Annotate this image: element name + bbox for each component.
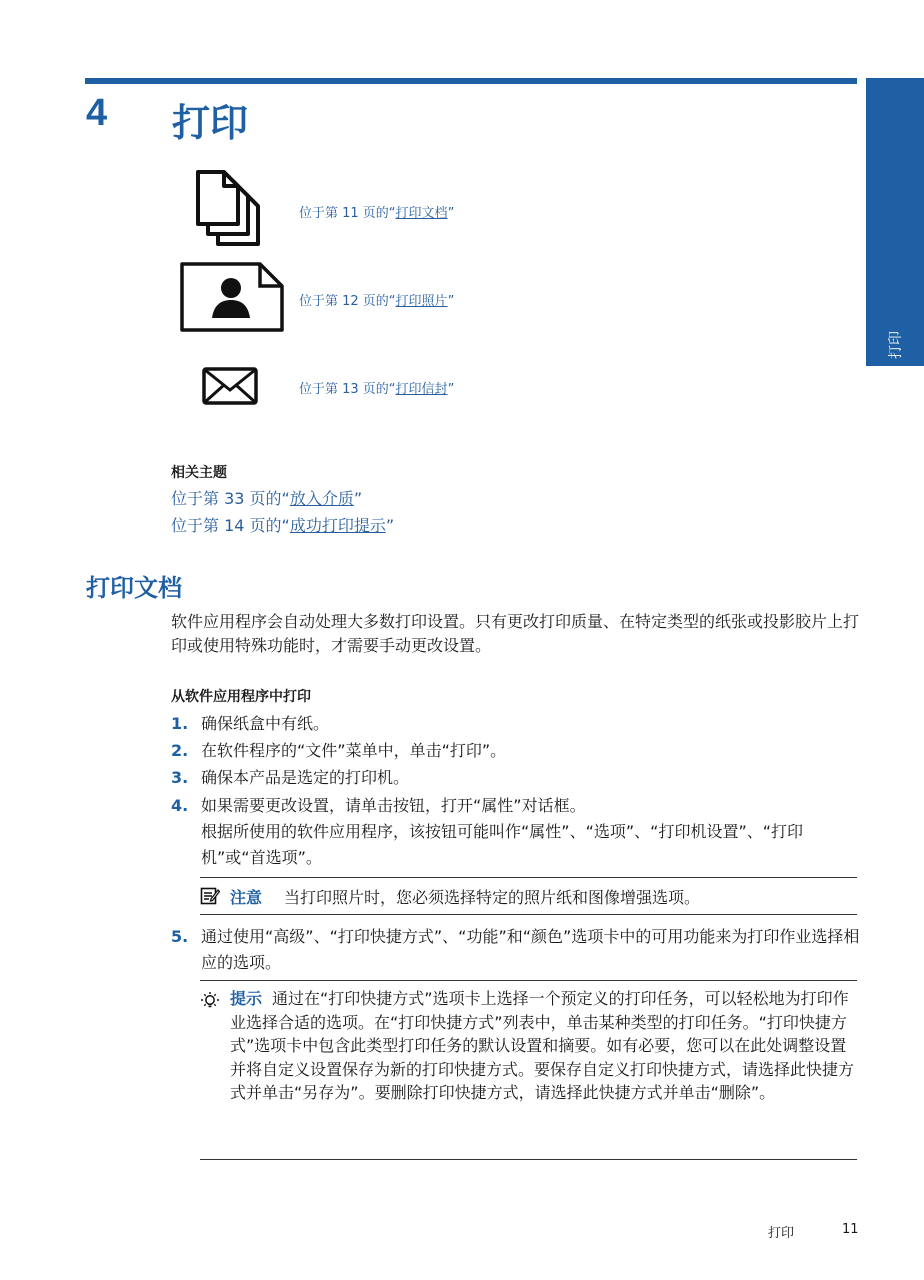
step-extra-text: 根据所使用的软件应用程序，该按钮可能叫作“属性”、“选项”、“打印机设置”、“打印机”或“首选项”。 bbox=[201, 822, 804, 867]
tip-label: 提示 bbox=[230, 989, 263, 1008]
step-text: 如果需要更改设置，请单击按钮，打开“属性”对话框。 bbox=[201, 796, 586, 815]
step-4 bbox=[171, 793, 861, 871]
photo-icon bbox=[180, 262, 284, 332]
step-text: 确保纸盒中有纸。 bbox=[201, 714, 330, 733]
step-number: 5. bbox=[171, 927, 189, 946]
note-box bbox=[200, 877, 857, 915]
related-link-load-media[interactable]: 位于第 33 页的“放入介质” bbox=[171, 489, 363, 508]
lightbulb-icon bbox=[200, 991, 220, 1011]
topic-link-print-photos[interactable]: 位于第 12 页的“打印照片” bbox=[299, 294, 455, 309]
documents-icon bbox=[196, 170, 266, 248]
section-title: 打印文档 bbox=[86, 574, 182, 602]
step-number: 4. bbox=[171, 796, 189, 815]
footer-title: 打印 bbox=[768, 1226, 795, 1241]
step-number: 2. bbox=[171, 741, 189, 760]
envelope-icon bbox=[202, 366, 258, 406]
topic-link-print-documents[interactable]: 位于第 11 页的“打印文档” bbox=[299, 206, 455, 221]
side-tab-label: 打印 bbox=[888, 331, 904, 359]
step-3 bbox=[171, 765, 861, 791]
related-link-print-tips[interactable]: 位于第 14 页的“成功打印提示” bbox=[171, 516, 395, 535]
step-number: 3. bbox=[171, 768, 189, 787]
step-number: 1. bbox=[171, 714, 189, 733]
step-1 bbox=[171, 711, 861, 737]
tip-box bbox=[200, 980, 857, 1160]
intro-paragraph: 软件应用程序会自动处理大多数打印设置。只有更改打印质量、在特定类型的纸张或投影胶片上打印或使用特殊功能时，才需要手动更改设置。 bbox=[171, 612, 860, 655]
step-text: 通过使用“高级”、“打印快捷方式”、“功能”和“颜色”选项卡中的可用功能来为打印作业选择相应的选项。 bbox=[201, 927, 860, 972]
tip-content bbox=[230, 987, 856, 1105]
chapter-title: 打印 bbox=[172, 101, 249, 145]
step-text: 在软件程序的“文件”菜单中，单击“打印”。 bbox=[201, 741, 507, 760]
step-text: 确保本产品是选定的打印机。 bbox=[201, 768, 410, 787]
note-text: 当打印照片时，您必须选择特定的照片纸和图像增强选项。 bbox=[284, 888, 701, 907]
tip-text: 通过在“打印快捷方式”选项卡上选择一个预定义的打印任务，可以轻松地为打印作业选择合适的选项。在“打印快捷方式”列表中，单击某种类型的打印任务。“打印快捷方式”选项卡中包含此类型打印任务的默认设置和摘要。如有必要，您可以在此处调整设置并将自定义设置保存为新的打印快捷方式。要保存自定义打印快捷方式，请选择此快捷方式并单击“另存为”。要删除打印快捷方式，请选择此快捷方式并单击“删除”。 bbox=[230, 989, 855, 1102]
related-topics-heading: 相关主题 bbox=[171, 465, 227, 481]
footer-page-number: 11 bbox=[842, 1222, 859, 1237]
topic-link-print-envelopes[interactable]: 位于第 13 页的“打印信封” bbox=[299, 382, 455, 397]
step-5 bbox=[171, 924, 861, 976]
chapter-number: 4 bbox=[86, 92, 108, 134]
step-2 bbox=[171, 738, 861, 764]
procedure-heading: 从软件应用程序中打印 bbox=[171, 689, 311, 705]
note-label: 注意 bbox=[230, 888, 263, 907]
note-icon bbox=[200, 886, 220, 906]
top-rule bbox=[85, 78, 857, 84]
